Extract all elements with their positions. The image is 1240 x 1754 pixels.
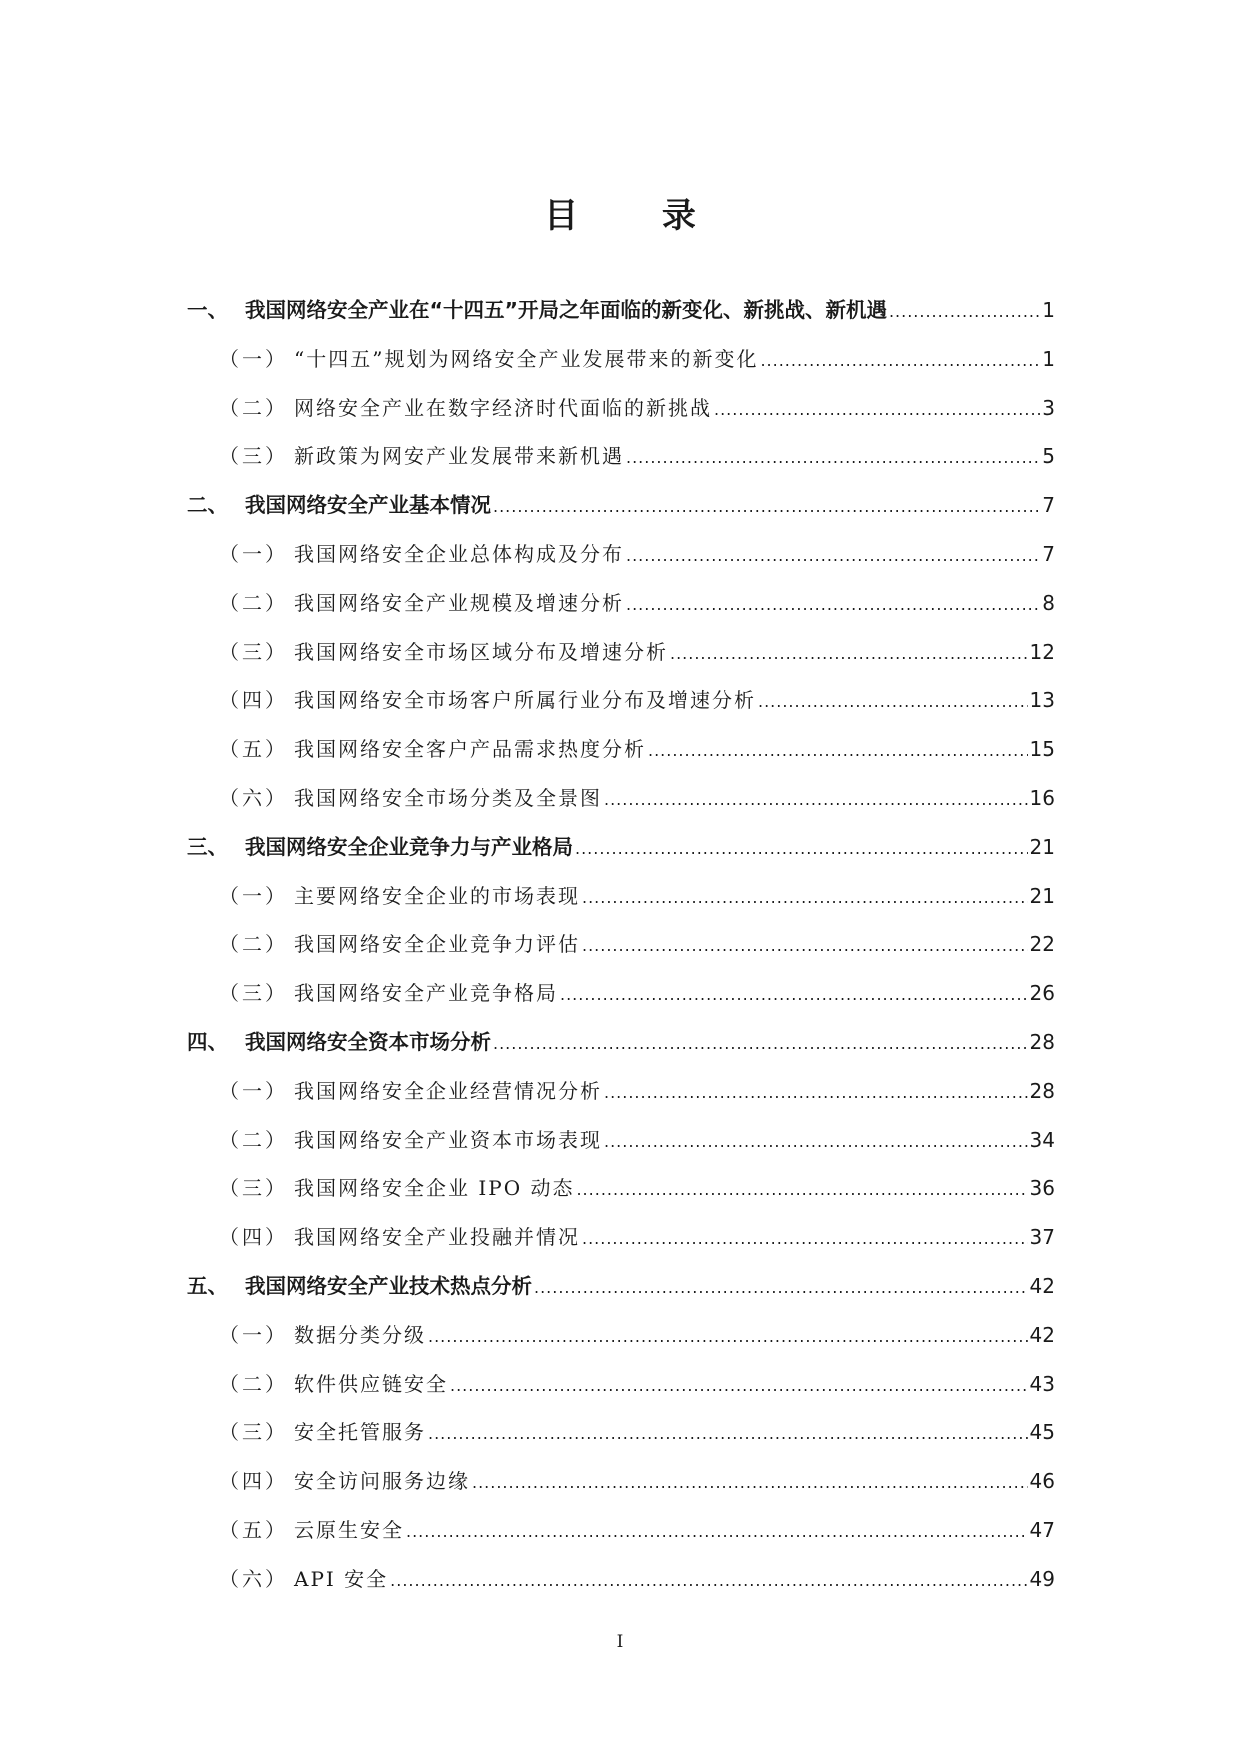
toc-entry-page: 15 xyxy=(1029,737,1055,762)
toc-entry-page: 34 xyxy=(1029,1127,1055,1152)
toc-section-entry[interactable] xyxy=(187,1173,1055,1222)
toc-dot-leader xyxy=(560,980,1028,1010)
toc-section-entry[interactable] xyxy=(187,1417,1055,1466)
toc-entry-page: 7 xyxy=(1042,541,1055,566)
toc-entry-page: 42 xyxy=(1029,1322,1055,1347)
toc-entry-title: 我国网络安全产业基本情况 xyxy=(245,493,491,518)
toc-entry-title: 数据分类分级 xyxy=(294,1322,426,1347)
toc-section-entry[interactable] xyxy=(187,1515,1055,1564)
toc-entry-title: 我国网络安全产业在“十四五”开局之年面临的新变化、新挑战、新机遇 xyxy=(245,298,887,322)
toc-entry-title: 我国网络安全企业总体构成及分布 xyxy=(294,541,624,566)
toc-entry-title: 安全托管服务 xyxy=(294,1420,426,1445)
toc-dot-leader xyxy=(582,931,1028,961)
toc-dot-leader xyxy=(604,785,1028,815)
toc-entry-number: （一） xyxy=(219,541,288,566)
toc-dot-leader xyxy=(390,1566,1027,1596)
toc-entry-page: 3 xyxy=(1042,395,1055,420)
toc-entry-number: （二） xyxy=(219,590,288,615)
toc-dot-leader xyxy=(626,443,1040,473)
toc-entry-page: 21 xyxy=(1029,883,1055,908)
toc-entry-number: （四） xyxy=(219,1225,288,1250)
toc-dot-leader xyxy=(428,1322,1028,1352)
toc-entry-number: （五） xyxy=(219,737,288,762)
toc-dot-leader xyxy=(472,1468,1028,1498)
toc-entry-page: 5 xyxy=(1042,444,1055,469)
toc-section-entry[interactable] xyxy=(187,1125,1055,1174)
toc-entry-number: 二、 xyxy=(187,493,228,518)
toc-entry-page: 8 xyxy=(1042,590,1055,615)
toc-entry-page: 28 xyxy=(1029,1029,1055,1054)
toc-entry-title: 软件供应链安全 xyxy=(294,1371,448,1396)
toc-dot-leader xyxy=(576,1175,1027,1205)
toc-entry-title: 我国网络安全市场分类及全景图 xyxy=(294,785,602,810)
toc-dot-leader xyxy=(406,1517,1028,1547)
toc-section-entry[interactable] xyxy=(187,1320,1055,1369)
toc-entry-page: 28 xyxy=(1029,1078,1055,1103)
toc-section-entry[interactable] xyxy=(187,685,1055,734)
toc-entry-title: 我国网络安全企业经营情况分析 xyxy=(294,1078,602,1103)
toc-entry-page: 47 xyxy=(1029,1517,1055,1542)
toc-entry-title: 安全访问服务边缘 xyxy=(294,1469,470,1494)
toc-section-entry[interactable] xyxy=(187,1222,1055,1271)
toc-entry-page: 1 xyxy=(1042,346,1055,371)
toc-dot-leader xyxy=(670,639,1028,669)
toc-chapter-entry[interactable] xyxy=(187,832,1055,881)
toc-entry-number: （五） xyxy=(219,1517,288,1542)
toc-entry-title: 主要网络安全企业的市场表现 xyxy=(294,883,580,908)
toc-entry-page: 16 xyxy=(1029,785,1055,810)
table-of-contents xyxy=(187,295,1055,1613)
toc-entry-number: （一） xyxy=(219,1322,288,1347)
toc-entry-title: 我国网络安全客户产品需求热度分析 xyxy=(294,737,646,762)
toc-entry-page: 26 xyxy=(1029,981,1055,1006)
toc-entry-number: （四） xyxy=(219,688,288,713)
toc-section-entry[interactable] xyxy=(187,734,1055,783)
toc-chapter-entry[interactable] xyxy=(187,490,1055,539)
toc-dot-leader xyxy=(758,687,1028,717)
toc-entry-title: 我国网络安全产业竞争格局 xyxy=(294,981,558,1006)
toc-dot-leader xyxy=(493,1029,1028,1059)
page-title: 目 录 xyxy=(544,196,732,236)
toc-entry-title: 我国网络安全资本市场分析 xyxy=(245,1029,491,1054)
toc-entry-number: （二） xyxy=(219,1371,288,1396)
toc-entry-page: 7 xyxy=(1042,493,1055,518)
toc-dot-leader xyxy=(604,1127,1028,1157)
toc-dot-leader xyxy=(450,1371,1028,1401)
toc-entry-page: 1 xyxy=(1042,298,1055,322)
toc-dot-leader xyxy=(626,541,1040,571)
toc-entry-page: 42 xyxy=(1029,1273,1055,1298)
page-number: I xyxy=(616,1632,624,1652)
toc-chapter-entry[interactable] xyxy=(187,295,1055,344)
toc-section-entry[interactable] xyxy=(187,588,1055,637)
toc-entry-number: （二） xyxy=(219,1127,288,1152)
toc-entry-number: （三） xyxy=(219,639,288,664)
toc-section-entry[interactable] xyxy=(187,1076,1055,1125)
toc-entry-number: （四） xyxy=(219,1469,288,1494)
toc-section-entry[interactable] xyxy=(187,1369,1055,1418)
toc-dot-leader xyxy=(493,492,1040,522)
toc-dot-leader xyxy=(534,1273,1028,1303)
toc-entry-title: 新政策为网安产业发展带来新机遇 xyxy=(294,444,624,469)
toc-dot-leader xyxy=(582,883,1028,913)
toc-dot-leader xyxy=(626,590,1040,620)
toc-dot-leader xyxy=(428,1419,1028,1449)
toc-section-entry[interactable] xyxy=(187,881,1055,930)
toc-section-entry[interactable] xyxy=(187,393,1055,442)
toc-entry-page: 46 xyxy=(1029,1469,1055,1494)
toc-entry-title: 我国网络安全产业资本市场表现 xyxy=(294,1127,602,1152)
toc-entry-number: （六） xyxy=(219,1566,288,1591)
toc-entry-page: 36 xyxy=(1029,1176,1055,1201)
toc-entry-number: 一、 xyxy=(187,298,228,322)
toc-entry-title: 我国网络安全企业竞争力与产业格局 xyxy=(245,834,573,859)
toc-entry-page: 12 xyxy=(1029,639,1055,664)
toc-entry-page: 13 xyxy=(1029,688,1055,713)
toc-entry-number: （一） xyxy=(219,346,288,371)
toc-section-entry[interactable] xyxy=(187,441,1055,490)
toc-section-entry[interactable] xyxy=(187,539,1055,588)
toc-entry-title: 我国网络安全市场区域分布及增速分析 xyxy=(294,639,668,664)
toc-entry-number: （三） xyxy=(219,981,288,1006)
toc-entry-page: 49 xyxy=(1029,1566,1055,1591)
toc-dot-leader xyxy=(714,395,1040,425)
toc-section-entry[interactable] xyxy=(187,929,1055,978)
toc-entry-number: （二） xyxy=(219,932,288,957)
toc-section-entry[interactable] xyxy=(187,637,1055,686)
toc-entry-number: （三） xyxy=(219,1420,288,1445)
toc-section-entry[interactable] xyxy=(187,783,1055,832)
toc-entry-number: （二） xyxy=(219,395,288,420)
toc-entry-title: API 安全 xyxy=(294,1566,389,1591)
toc-entry-title: 网络安全产业在数字经济时代面临的新挑战 xyxy=(294,395,712,420)
toc-entry-title: 我国网络安全市场客户所属行业分布及增速分析 xyxy=(294,688,756,713)
toc-entry-page: 45 xyxy=(1029,1420,1055,1445)
toc-entry-title: 我国网络安全企业竞争力评估 xyxy=(294,932,580,957)
toc-entry-page: 37 xyxy=(1029,1225,1055,1250)
toc-entry-title: 我国网络安全产业投融并情况 xyxy=(294,1225,580,1250)
toc-entry-number: （三） xyxy=(219,1176,288,1201)
toc-entry-title: 云原生安全 xyxy=(294,1517,404,1542)
toc-dot-leader xyxy=(889,297,1040,327)
toc-entry-number: （一） xyxy=(219,883,288,908)
toc-entry-title: 我国网络安全产业技术热点分析 xyxy=(245,1273,532,1298)
toc-entry-page: 43 xyxy=(1029,1371,1055,1396)
toc-entry-number: 五、 xyxy=(187,1273,228,1298)
toc-entry-page: 22 xyxy=(1029,932,1055,957)
toc-dot-leader xyxy=(575,834,1028,864)
toc-entry-number: 三、 xyxy=(187,834,228,859)
toc-section-entry[interactable] xyxy=(187,1466,1055,1515)
toc-dot-leader xyxy=(582,1224,1028,1254)
toc-section-entry[interactable] xyxy=(187,978,1055,1027)
toc-dot-leader xyxy=(648,736,1028,766)
toc-chapter-entry[interactable] xyxy=(187,1027,1055,1076)
toc-entry-number: 四、 xyxy=(187,1029,228,1054)
toc-entry-page: 21 xyxy=(1029,834,1055,859)
toc-entry-title: “十四五”规划为网络安全产业发展带来的新变化 xyxy=(294,346,759,371)
toc-chapter-entry[interactable] xyxy=(187,1271,1055,1320)
toc-section-entry[interactable] xyxy=(187,1564,1055,1613)
toc-entry-title: 我国网络安全企业 IPO 动态 xyxy=(294,1176,575,1201)
toc-dot-leader xyxy=(760,346,1040,376)
toc-section-entry[interactable] xyxy=(187,344,1055,393)
toc-entry-title: 我国网络安全产业规模及增速分析 xyxy=(294,590,624,615)
toc-dot-leader xyxy=(604,1078,1028,1108)
toc-entry-number: （六） xyxy=(219,785,288,810)
toc-entry-number: （三） xyxy=(219,444,288,469)
toc-entry-number: （一） xyxy=(219,1078,288,1103)
